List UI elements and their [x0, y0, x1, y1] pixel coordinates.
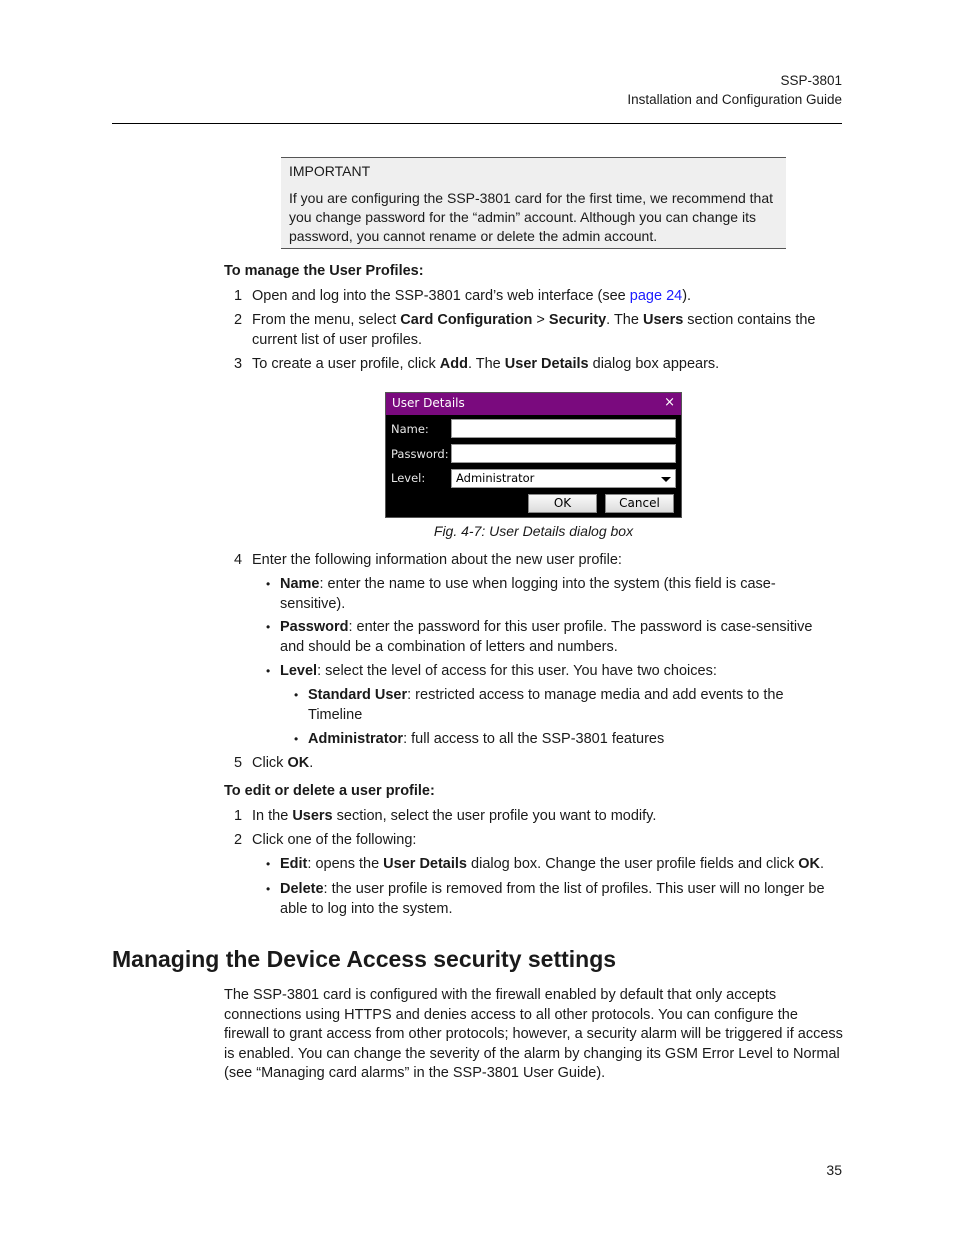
level-select[interactable] [451, 469, 676, 488]
close-icon[interactable]: × [664, 395, 675, 410]
running-header [627, 71, 842, 109]
step-text: In the Users section, select the user profile you want to modify. [252, 808, 657, 824]
header-rule [112, 123, 842, 124]
name-label: Name: [391, 422, 429, 436]
bullet-icon: • [294, 732, 299, 746]
page-24-link[interactable]: page 24 [629, 288, 683, 304]
dialog-titlebar [386, 393, 681, 415]
cancel-button[interactable]: Cancel [605, 494, 674, 513]
bullet-icon: • [294, 688, 299, 702]
edit-procedure-title: To edit or delete a user profile: [224, 783, 435, 799]
user-details-dialog [385, 392, 682, 518]
step-text: Click OK. [252, 755, 314, 771]
step-number: 2 [234, 312, 243, 328]
section-paragraph: The SSP-3801 card is configured with the firewall enabled by default that only accepts connections using HTTPS and denies access to all other protocols. You can configure the firewall to grant access from other protocols; however, a security alarm will be triggered if access is enabled. You can change the severity of the alarm by changing its GSM Error Level to Normal (see “Managing card alarms” in the SSP-3801 User Guide). [224, 987, 843, 1081]
step-text: Enter the following information about the new user profile: [252, 552, 622, 568]
important-note [281, 157, 786, 249]
bullet-icon: • [266, 664, 271, 678]
step-text: From the menu, select Card Configuration > Security. The Users section contains the current list of user profiles. [252, 312, 816, 348]
step-number: 4 [234, 552, 243, 568]
step-text: To create a user profile, click Add. The User Details dialog box appears. [252, 356, 720, 372]
manage-procedure-title: To manage the User Profiles: [224, 263, 424, 279]
step-text: Click one of the following: [252, 832, 417, 848]
level-label: Level: [391, 471, 426, 485]
password-input[interactable] [451, 444, 676, 463]
name-input[interactable] [451, 419, 676, 438]
bullet-icon: • [266, 857, 271, 871]
important-title: IMPORTANT [289, 163, 371, 179]
important-body: If you are configuring the SSP-3801 card for the first time, we recommend that you change password for the “admin” account. Although you can change its password, you cannot rename or delete the admin account. [289, 190, 774, 244]
step-number: 1 [234, 808, 243, 824]
figure-caption: Fig. 4-7: User Details dialog box [433, 523, 634, 539]
level-value: Administrator [456, 471, 535, 485]
header-guide: Installation and Configuration Guide [627, 92, 842, 107]
step-number: 3 [234, 356, 243, 372]
password-label: Password: [391, 447, 449, 461]
step-number: 2 [234, 832, 243, 848]
section-heading: Managing the Device Access security settings [112, 946, 617, 972]
ok-button[interactable]: OK [528, 494, 597, 513]
dialog-title: User Details [392, 396, 465, 410]
bullet-icon: • [266, 882, 271, 896]
step-text: Open and log into the SSP-3801 card’s web interface (see page 24). [252, 288, 692, 304]
bullet-icon: • [266, 620, 271, 634]
chevron-down-icon [661, 477, 671, 482]
header-product: SSP-3801 [780, 73, 842, 88]
bullet-icon: • [266, 577, 271, 591]
step-number: 1 [234, 288, 243, 304]
step-number: 5 [234, 755, 243, 771]
page-number: 35 [826, 1162, 842, 1178]
